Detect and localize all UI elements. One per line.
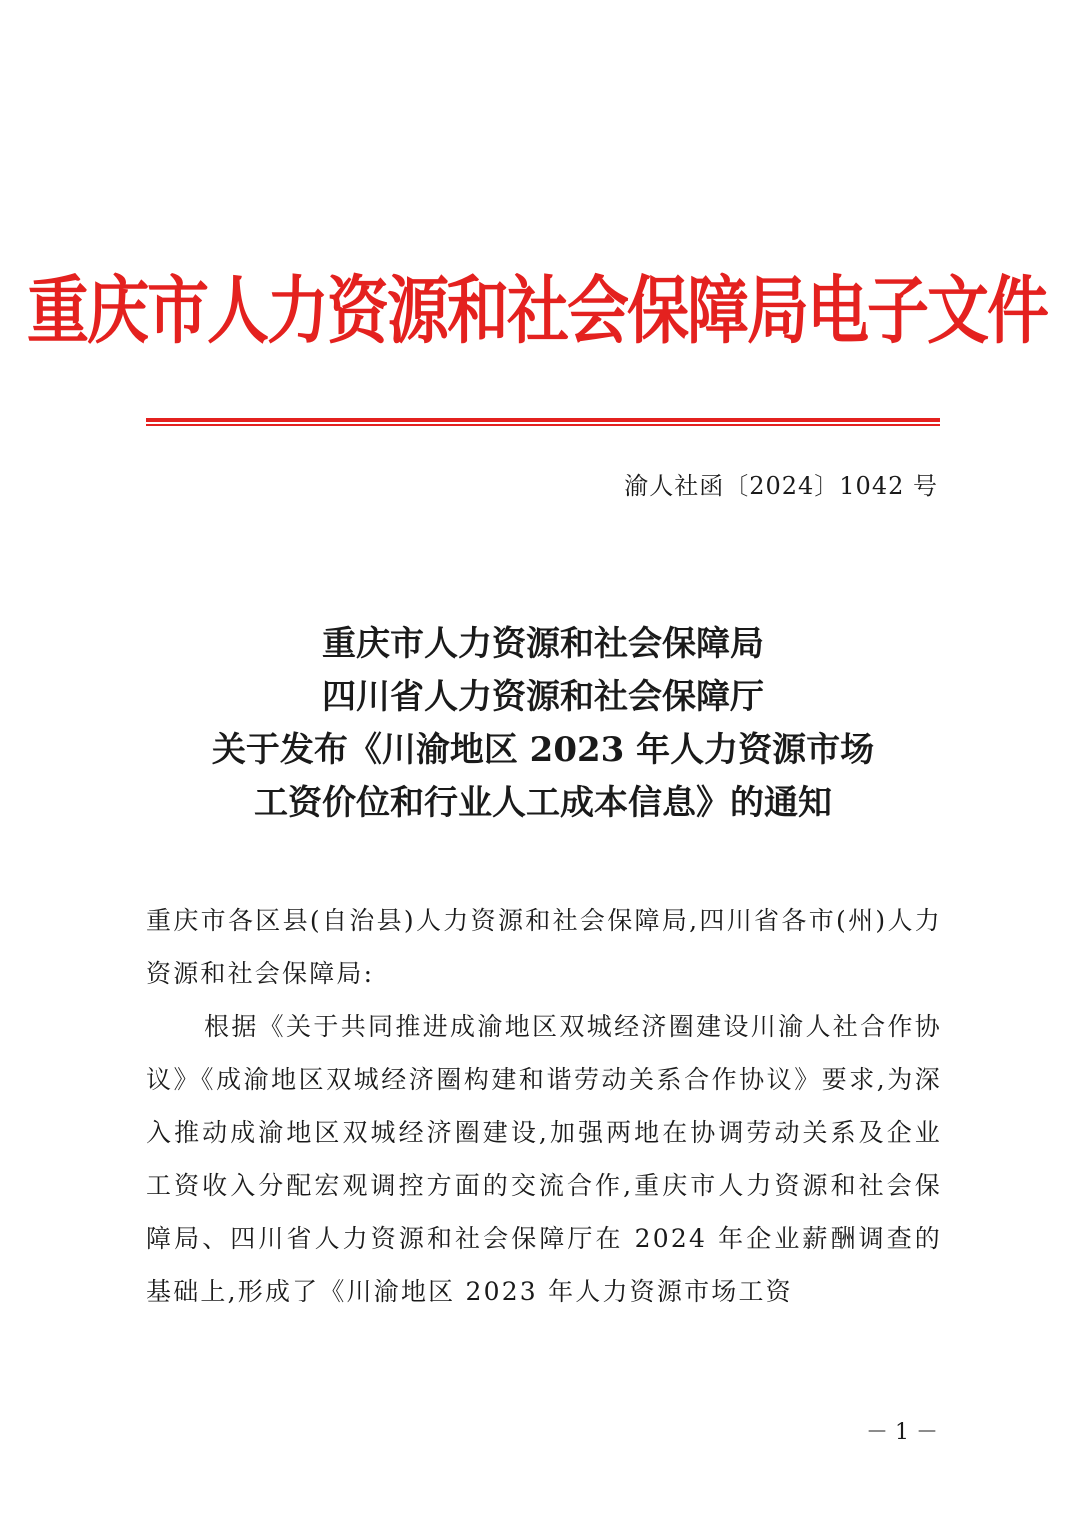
document-number: 渝人社函〔2024〕1042 号 (624, 472, 938, 500)
notice-title-line: 重庆市人力资源和社会保障局 (322, 624, 764, 664)
notice-title-line: 关于发布《川渝地区 2023 年人力资源市场 (211, 730, 875, 770)
addressee: 重庆市各区县(自治县)人力资源和社会保障局,四川省各市(州)人力资源和社会保障局: (146, 906, 942, 988)
masthead-title: 重庆市人力资源和社会保障局电子文件 (26, 267, 1047, 354)
document-body (146, 894, 942, 1318)
notice-title-line: 四川省人力资源和社会保障厅 (322, 677, 764, 717)
notice-title-line: 工资价位和行业人工成本信息》的通知 (254, 783, 832, 823)
body-paragraph: 根据《关于共同推进成渝地区双城经济圈建设川渝人社合作协议》《成渝地区双城经济圈构建和谐劳动关系合作协议》要求,为深入推动成渝地区双城经济圈建设,加强两地在协调劳动关系及企业工资收入分配宏观调控方面的交流合作,重庆市人力资源和社会保障局、四川省人力资源和社会保障厅在 2024 年企业薪酬调查的基础上,形成了《川渝地区 2023 年人力资源市场工资 (146, 1012, 943, 1306)
page-number: － 1 － (866, 1420, 938, 1445)
notice-title (120, 618, 966, 830)
red-divider-thin (146, 424, 940, 426)
red-divider-thick (146, 418, 940, 422)
red-divider (146, 418, 940, 427)
